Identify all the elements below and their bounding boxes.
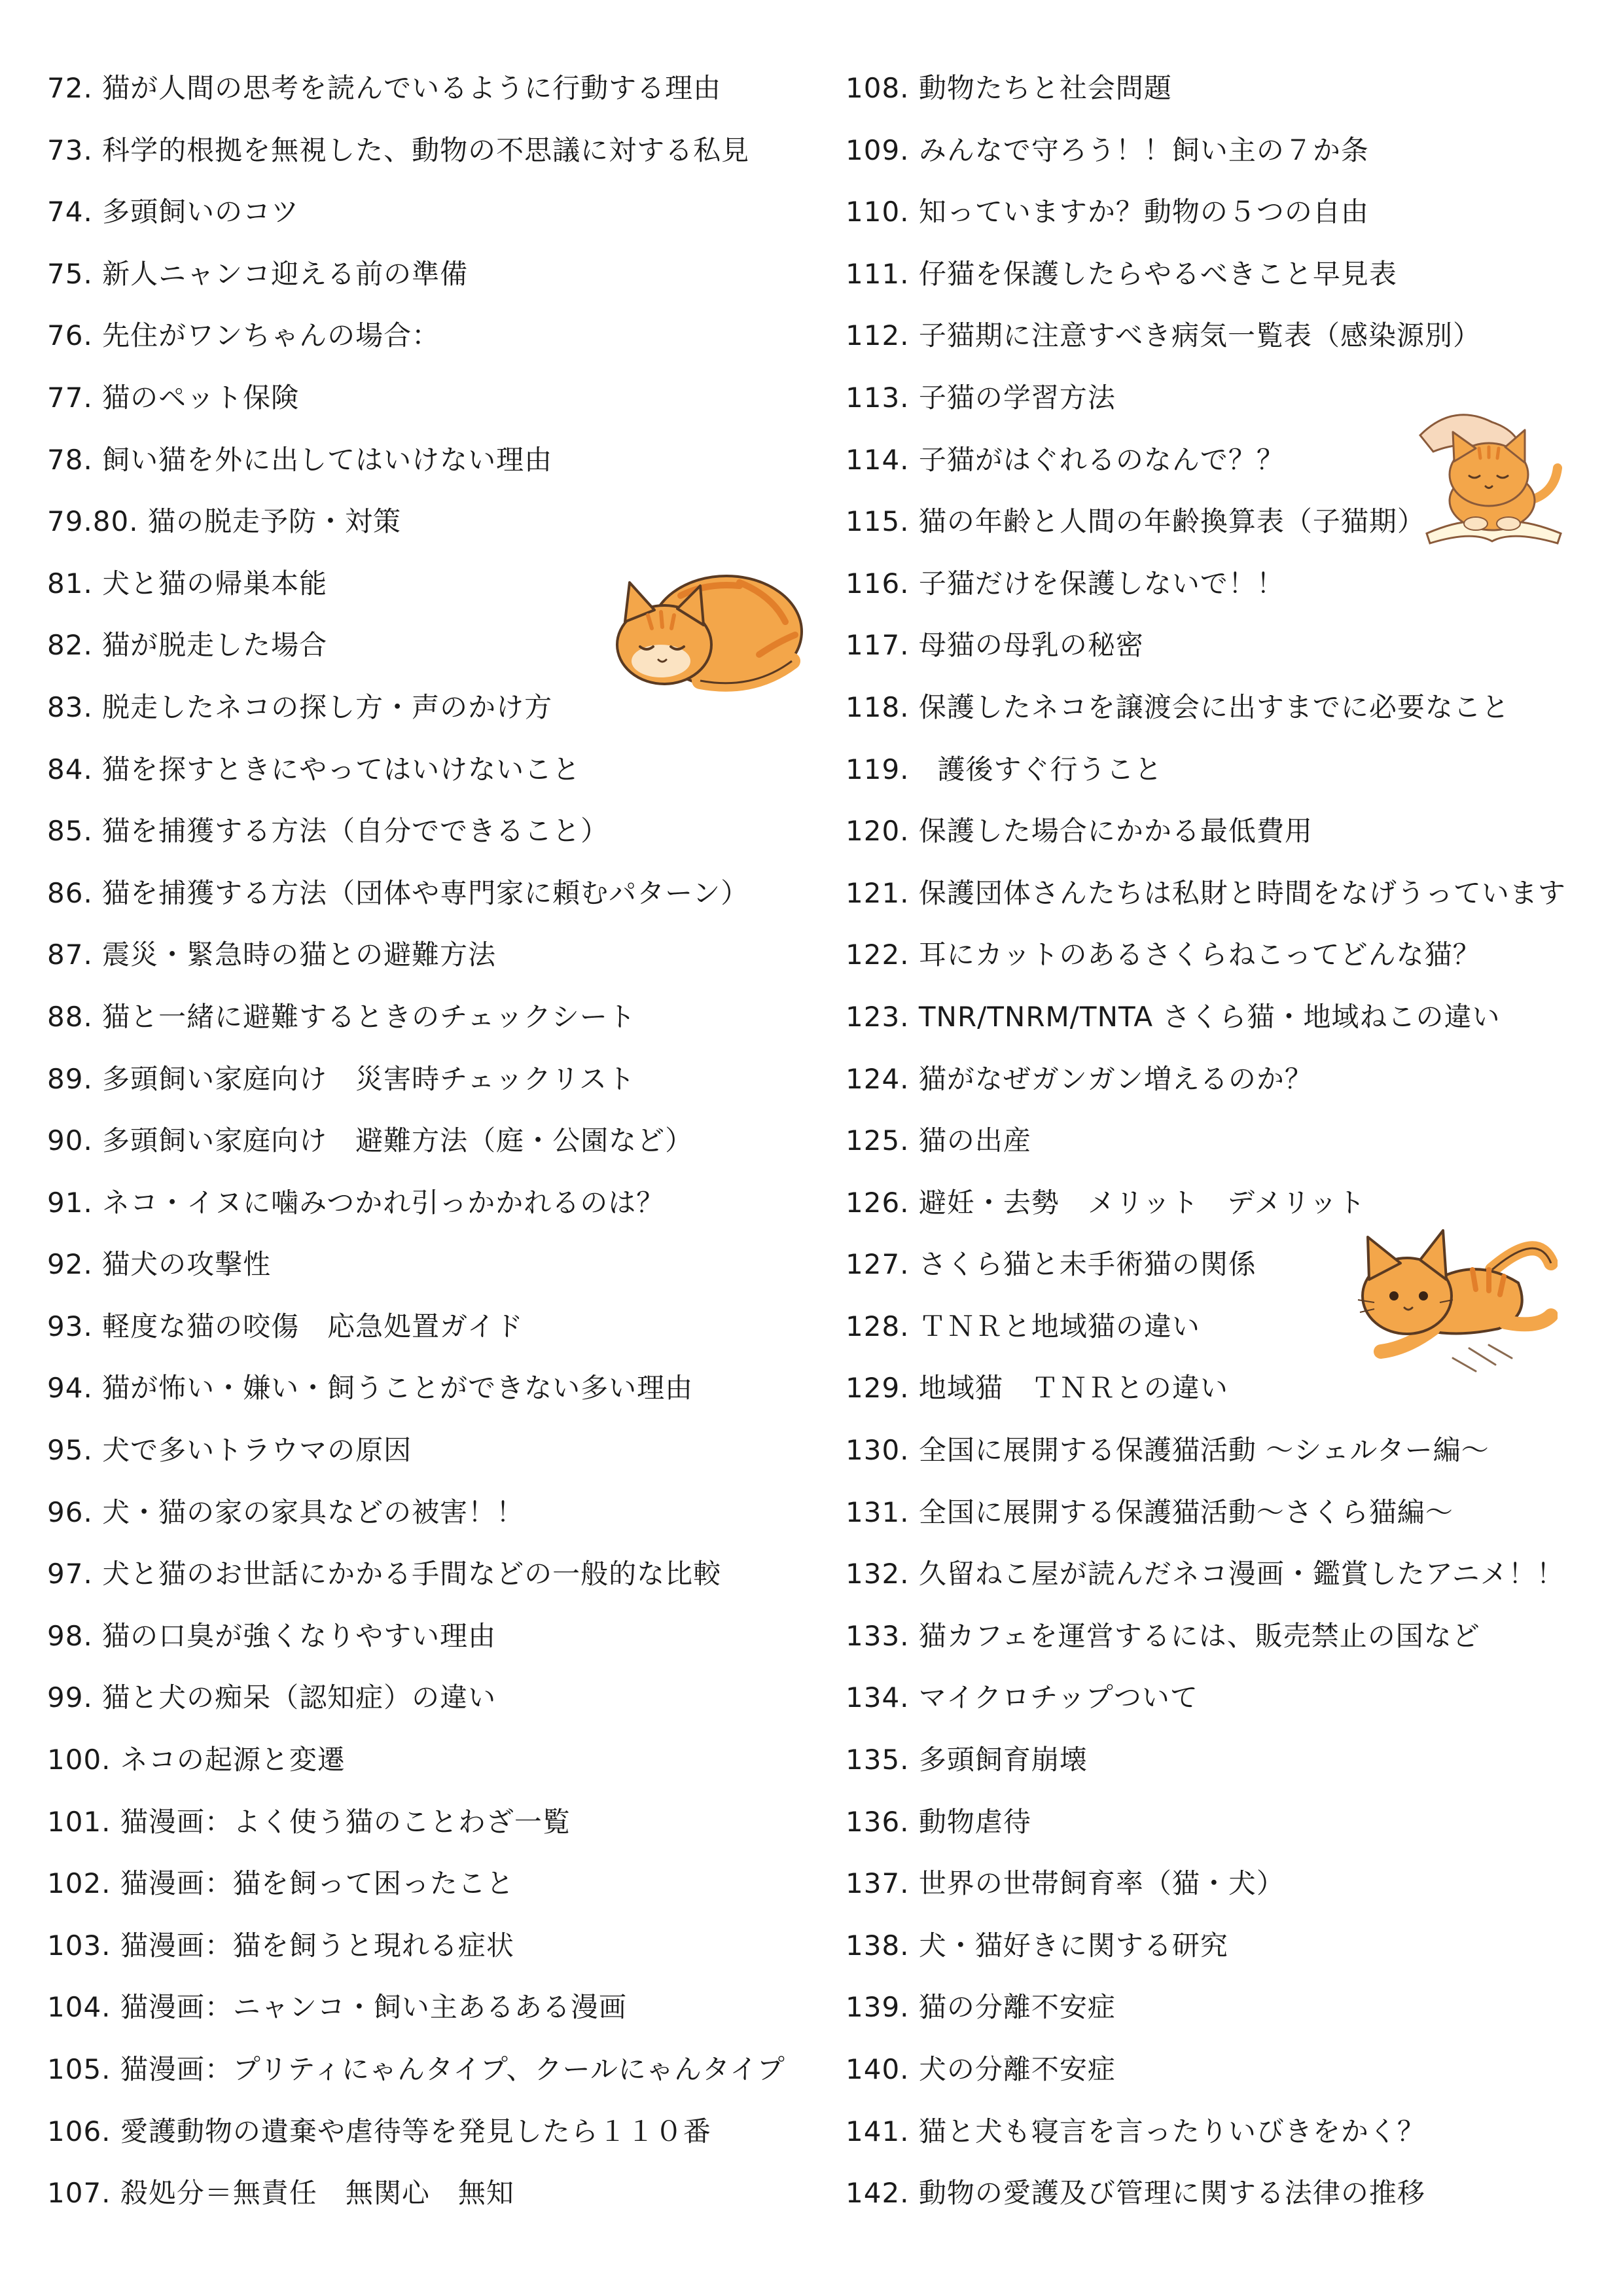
list-item: 90. 多頭飼い家庭向け 避難方法（庭・公園など）: [47, 1124, 694, 1157]
list-item: 134. マイクロチップついて: [846, 1681, 1198, 1714]
list-item: 72. 猫が人間の思考を読んでいるように行動する理由: [47, 72, 722, 104]
list-item: 111. 仔猫を保護したらやるべきこと早見表: [846, 257, 1397, 290]
list-item: 142. 動物の愛護及び管理に関する法律の推移: [846, 2177, 1425, 2210]
list-item: 140. 犬の分離不安症: [846, 2053, 1116, 2085]
list-item: 76. 先住がワンちゃんの場合：: [47, 319, 440, 352]
list-item: 97. 犬と猫のお世話にかかる手間などの一般的な比較: [47, 1558, 722, 1590]
list-item: 92. 猫犬の攻撃性: [47, 1248, 272, 1281]
list-item: 98. 猫の口臭が強くなりやすい理由: [47, 1619, 497, 1652]
list-item: 102. 猫漫画：猫を飼って困ったこと: [47, 1867, 514, 1900]
list-item: 78. 飼い猫を外に出してはいけない理由: [47, 443, 553, 476]
list-item: 117. 母猫の母乳の秘密: [846, 629, 1144, 662]
list-item: 88. 猫と一緒に避難するときのチェックシート: [47, 1000, 636, 1033]
list-item: 114. 子猫がはぐれるのなんで？？: [846, 443, 1285, 476]
reading-kitten-icon: [1414, 403, 1571, 553]
list-item: 121. 保護団体さんたちは私財と時間をなげうっています: [846, 876, 1566, 909]
list-item: 130. 全国に展開する保護猫活動 ～シェルター編～: [846, 1434, 1489, 1467]
list-item: 75. 新人ニャンコ迎える前の準備: [47, 257, 469, 290]
list-item: 105. 猫漫画：プリティにゃんタイプ、クールにゃんタイプ: [47, 2053, 785, 2085]
list-item: 107. 殺処分＝無責任 無関心 無知: [47, 2177, 514, 2210]
list-item: 91. ネコ・イヌに噛みつかれ引っかかれるのは？: [47, 1186, 665, 1219]
list-item: 103. 猫漫画：猫を飼うと現れる症状: [47, 1929, 514, 1962]
list-item: 127. さくら猫と未手術猫の関係: [846, 1248, 1257, 1281]
list-item: 84. 猫を探すときにやってはいけないこと: [47, 753, 581, 785]
list-item: 123. TNR/TNRM/TNTA さくら猫・地域ねこの違い: [846, 1000, 1501, 1033]
list-item: 133. 猫カフェを運営するには、販売禁止の国など: [846, 1619, 1480, 1652]
list-item: 106. 愛護動物の遺棄や虐待等を発見したら１１０番: [47, 2115, 711, 2147]
list-item: 82. 猫が脱走した場合: [47, 629, 328, 662]
list-item: 73. 科学的根拠を無視した、動物の不思議に対する私見: [47, 134, 750, 166]
list-item: 122. 耳にカットのあるさくらねこってどんな猫？: [846, 939, 1481, 971]
list-item: 96. 犬・猫の家の家具などの被害！！: [47, 1496, 525, 1528]
list-item: 101. 猫漫画：よく使う猫のことわざ一覧: [47, 1805, 571, 1838]
list-item: 74. 多頭飼いのコツ: [47, 196, 300, 228]
list-item: 89. 多頭飼い家庭向け 災害時チェックリスト: [47, 1062, 636, 1095]
list-item: 113. 子猫の学習方法: [846, 381, 1116, 414]
list-item: 94. 猫が怖い・嫌い・飼うことができない多い理由: [47, 1372, 694, 1405]
left-column: [47, 58, 806, 2225]
list-item: 135. 多頭飼育崩壊: [846, 1744, 1088, 1776]
list-item: 128. ＴＮＲと地域猫の違い: [846, 1310, 1200, 1342]
list-item: 124. 猫がなぜガンガン増えるのか？: [846, 1062, 1313, 1095]
list-item: 131. 全国に展開する保護猫活動～さくら猫編～: [846, 1496, 1454, 1528]
list-item: 115. 猫の年齢と人間の年齢換算表（子猫期）: [846, 505, 1425, 538]
list-item: 116. 子猫だけを保護しないで！！: [846, 567, 1285, 600]
list-item: 99. 猫と犬の痴呆（認知症）の違い: [47, 1681, 497, 1714]
list-item: 129. 地域猫 ＴＮＲとの違い: [846, 1372, 1228, 1405]
list-item: 83. 脱走したネコの探し方・声のかけ方: [47, 691, 553, 723]
list-item: 104. 猫漫画：ニャンコ・飼い主あるある漫画: [47, 1991, 627, 2024]
list-item: 137. 世界の世帯飼育率（猫・犬）: [846, 1867, 1285, 1900]
list-item: 112. 子猫期に注意すべき病気一覧表（感染源別）: [846, 319, 1482, 352]
list-item: 136. 動物虐待: [846, 1805, 1031, 1838]
list-item: 100. ネコの起源と変遷: [47, 1744, 346, 1776]
list-item: 119. 護後すぐ行うこと: [846, 753, 1163, 785]
list-item: 108. 動物たちと社会問題: [846, 72, 1172, 104]
list-item: 86. 猫を捕獲する方法（団体や専門家に頼むパターン）: [47, 876, 749, 909]
list-item: 87. 震災・緊急時の猫との避難方法: [47, 939, 497, 971]
list-item: 139. 猫の分離不安症: [846, 1991, 1116, 2024]
list-item: 79.80. 猫の脱走予防・対策: [47, 505, 401, 538]
list-item: 77. 猫のペット保険: [47, 381, 300, 414]
list-item: 110. 知っていますか？動物の５つの自由: [846, 196, 1369, 228]
sleeping-cat-icon: [609, 556, 805, 694]
list-item: 120. 保護した場合にかかる最低費用: [846, 815, 1313, 848]
jumping-cat-icon: [1355, 1217, 1558, 1381]
list-item: 132. 久留ねこ屋が読んだネコ漫画・鑑賞したアニメ！！: [846, 1558, 1565, 1590]
list-item: 118. 保護したネコを譲渡会に出すまでに必要なこと: [846, 691, 1510, 723]
list-item: 109. みんなで守ろう！！飼い主の７か条: [846, 134, 1369, 166]
list-item: 93. 軽度な猫の咬傷 応急処置ガイド: [47, 1310, 524, 1342]
list-item: 81. 犬と猫の帰巣本能: [47, 567, 328, 600]
list-item: 138. 犬・猫好きに関する研究: [846, 1929, 1228, 1962]
list-item: 85. 猫を捕獲する方法（自分でできること）: [47, 815, 609, 848]
list-item: 95. 犬で多いトラウマの原因: [47, 1434, 412, 1467]
list-item: 126. 避妊・去勢 メリット デメリット: [846, 1186, 1366, 1219]
right-column: [846, 58, 1592, 2225]
list-item: 125. 猫の出産: [846, 1124, 1031, 1157]
list-item: 141. 猫と犬も寝言を言ったりいびきをかく？: [846, 2115, 1425, 2147]
